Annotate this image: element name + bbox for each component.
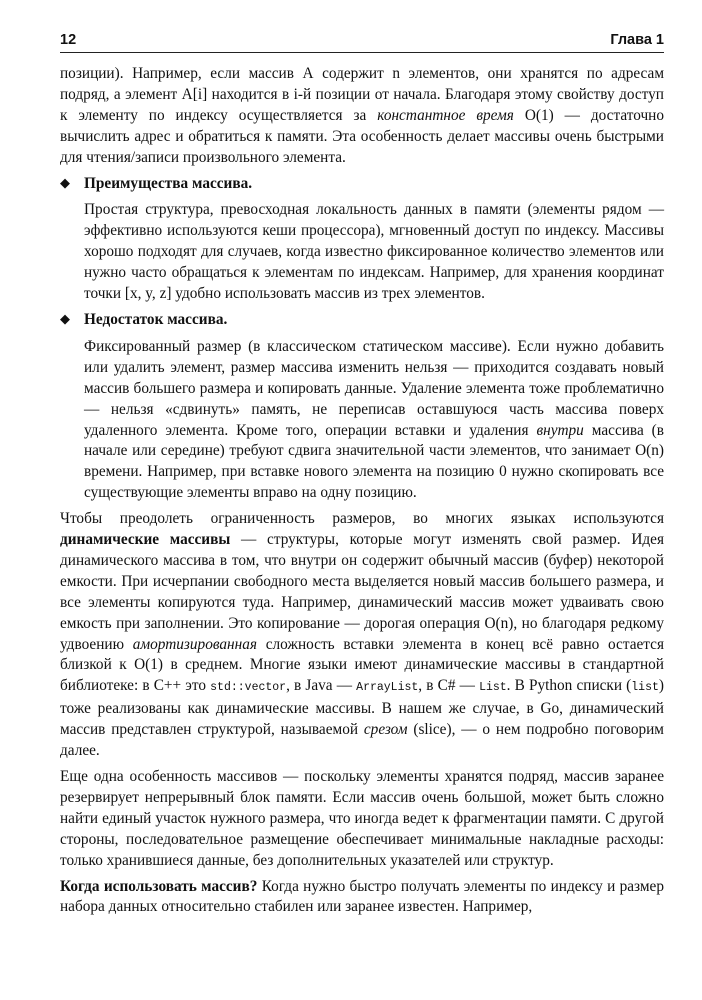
- text-run: O(1) — достаточно вычислить адрес и обратиться к памяти. Эта особенность делает массивы очень быстрыми для чтения/записи произвольного элемента.: [60, 106, 664, 166]
- code-text: list: [631, 681, 659, 695]
- text-run: Когда нужно быстро получать элементы по индексу и размер набора данных относительно стабилен или заранее известен. Например,: [60, 877, 664, 916]
- diamond-bullet-icon: ◆: [60, 311, 70, 327]
- paragraph-advantages: [84, 200, 664, 305]
- emphasis-text: внутри: [536, 421, 584, 439]
- emphasis-text: амортизированная: [132, 635, 257, 653]
- text-run: Чтобы преодолеть ограниченность размеров, во многих языках используются: [60, 510, 664, 528]
- text-run: ) тоже реализованы как динамические массивы. В нашем же случае, в Go, динамический массив представлен структурой, называемой: [60, 677, 664, 739]
- page-header: [60, 30, 664, 53]
- chapter-title: Глава 1: [610, 32, 664, 48]
- text-run: Фиксированный размер (в классическом статическом массиве). Если нужно добавить или удалить элемент, размер массива изменить нельзя — приходится создавать новый массив большего размера и копировать данные. Удаление элемента тоже проблематично — нельзя «сдвинуть» память, не переписав оставшуюся часть массива поверх удаленного элемента. Кроме того, операции вставки и удаления: [84, 337, 664, 439]
- code-text: List: [479, 681, 507, 695]
- paragraph-memory-block: [60, 767, 664, 872]
- bullet-disadvantage: [60, 310, 664, 331]
- text-run: Еще одна особенность массивов — поскольку элементы хранятся подряд, массив заранее резервирует непрерывный блок памяти. Если массив очень большой, может быть сложно найти единый участок нужного размера, что иногда ведет к фрагментации памяти. С другой стороны, последовательное размещение обеспечивает минимальные накладные расходы: только хранившиеся данные, без дополнительных указателей или структур.: [60, 768, 664, 869]
- paragraph-disadvantage: [84, 337, 664, 504]
- emphasis-text: срезом: [363, 721, 408, 739]
- bold-question: Когда использовать массив?: [60, 877, 258, 895]
- bold-term: динамические массивы: [60, 531, 231, 549]
- text-run: сложность вставки элемента в конец всё равно остается близкой к O(1) в среднем. Многие языки имеют динамические массивы в стандартной библиотеке: в C++ это: [60, 635, 664, 695]
- emphasis-text: константное время: [377, 106, 514, 124]
- text-run: , в Java —: [286, 677, 357, 695]
- bullet-advantages: [60, 174, 664, 195]
- paragraph-when-to-use: [60, 877, 664, 919]
- page-body: [60, 64, 664, 923]
- diamond-bullet-icon: ◆: [60, 175, 70, 191]
- text-run: массива (в начале или середине) требуют сдвига значительной части элементов, что занимает O(n) времени. Например, при вставке нового элемента на позицию 0 нужно скопировать все существующие элементы вправо на одну позицию.: [84, 421, 664, 502]
- text-run: позиции). Например, если массив А содержит n элементов, они хранятся по адресам подряд, а элемент A[i] находится в i-й позиции от начала. Благодаря этому свойству доступ к элементу по индексу осуществляется за: [60, 65, 664, 124]
- text-run: Простая структура, превосходная локальность данных в памяти (элементы рядом — эффективно используются кеши процессора), мгновенный доступ по индексу. Массивы хорошо подходят для случаев, когда известно фиксированное количество элементов или нужно часто обращаться к элементам по индексам. Например, для хранения координат точки [x, y, z] удобно использовать массив из трех элементов.: [84, 201, 664, 303]
- text-run: , в C# —: [418, 677, 480, 695]
- bullet-title: Недостаток массива.: [84, 310, 228, 328]
- text-run: (slice), — о нем подробно поговорим далее.: [60, 721, 664, 760]
- code-text: std::vector: [210, 681, 287, 695]
- page-number: 12: [60, 32, 77, 48]
- text-run: — структуры, которые могут изменять свой размер. Идея динамического массива в том, что внутри он содержит обычный массив (буфер) некоторой емкости. При исчерпании свободного места выделяется новый массив большего размера, и все элементы копируются туда. Например, динамический массив может удваивать свою емкость при заполнении. Это копирование — дорогая операция O(n), но благодаря редкому удвоению: [60, 531, 664, 653]
- code-text: ArrayList: [356, 681, 419, 695]
- paragraph-dynamic-arrays: [60, 509, 664, 762]
- bullet-title: Преимущества массива.: [84, 174, 253, 192]
- text-run: . В Python списки (: [506, 677, 632, 695]
- paragraph-array-positions: [60, 64, 664, 169]
